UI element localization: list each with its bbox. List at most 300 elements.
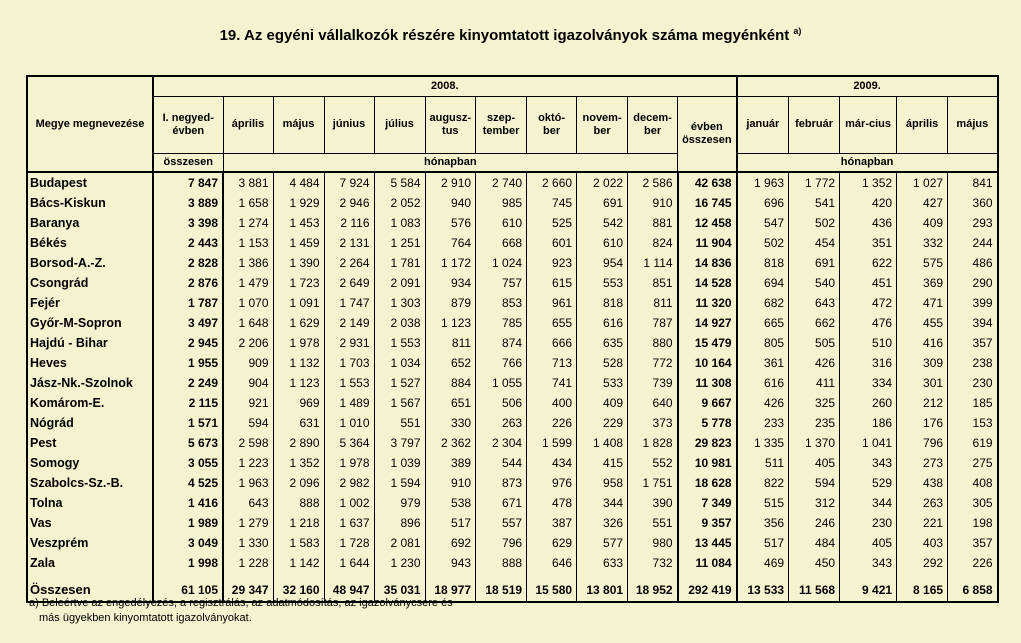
table-cell: 1 955 — [153, 353, 223, 373]
table-cell: 273 — [897, 453, 948, 473]
table-cell: 528 — [577, 353, 628, 373]
table-cell: 629 — [527, 533, 577, 553]
table-row — [27, 533, 998, 553]
table-cell: 1 123 — [273, 373, 324, 393]
county-name: Győr-M-Sopron — [27, 313, 153, 333]
table-cell: 427 — [897, 193, 948, 213]
table-cell: 943 — [425, 553, 476, 573]
table-cell: 757 — [476, 273, 527, 293]
table-cell: 557 — [476, 513, 527, 533]
table-cell: 1 010 — [324, 413, 374, 433]
total-cell: 9 421 — [840, 573, 897, 602]
table-cell: 1 279 — [223, 513, 273, 533]
table-cell: 2 131 — [324, 233, 374, 253]
table-cell: 552 — [628, 453, 678, 473]
table-cell: 1 153 — [223, 233, 273, 253]
table-cell: 2 598 — [223, 433, 273, 453]
table-cell: 910 — [425, 473, 476, 493]
q1-total-header: összesen — [153, 153, 223, 172]
table-cell: 2 264 — [324, 253, 374, 273]
county-name: Komárom-E. — [27, 393, 153, 413]
table-cell: 1 453 — [273, 213, 324, 233]
table-cell: 176 — [897, 413, 948, 433]
table-cell: 1 772 — [789, 172, 840, 193]
total-cell: 13 533 — [737, 573, 789, 602]
table-cell: 230 — [948, 373, 998, 393]
table-row — [27, 293, 998, 313]
table-cell: 226 — [527, 413, 577, 433]
table-cell: 881 — [628, 213, 678, 233]
month-header-2008: novem-ber — [577, 96, 628, 153]
table-cell: 1 303 — [374, 293, 425, 313]
total-cell: 61 105 — [153, 573, 223, 602]
county-name: Jász-Nk.-Szolnok — [27, 373, 153, 393]
table-cell: 529 — [840, 473, 897, 493]
table-cell: 416 — [897, 333, 948, 353]
table-cell: 985 — [476, 193, 527, 213]
table-row — [27, 373, 998, 393]
table-cell: 542 — [577, 213, 628, 233]
table-cell: 1 223 — [223, 453, 273, 473]
table-cell: 1 070 — [223, 293, 273, 313]
table-cell: 2 096 — [273, 473, 324, 493]
table-cell: 2 945 — [153, 333, 223, 353]
table-cell: 553 — [577, 273, 628, 293]
table-cell: 616 — [577, 313, 628, 333]
total-cell: 18 519 — [476, 573, 527, 602]
table-cell: 954 — [577, 253, 628, 273]
monthly-2008-header: hónapban — [223, 153, 678, 172]
table-cell: 14 528 — [678, 273, 737, 293]
table-cell: 610 — [476, 213, 527, 233]
table-cell: 5 673 — [153, 433, 223, 453]
table-row — [27, 493, 998, 513]
table-cell: 1 352 — [273, 453, 324, 473]
table-cell: 14 927 — [678, 313, 737, 333]
table-row — [27, 193, 998, 213]
county-name: Csongrád — [27, 273, 153, 293]
county-name: Vas — [27, 513, 153, 533]
table-cell: 1 703 — [324, 353, 374, 373]
table-cell: 230 — [840, 513, 897, 533]
data-table — [26, 75, 999, 603]
table-cell: 853 — [476, 293, 527, 313]
table-cell: 14 836 — [678, 253, 737, 273]
table-cell: 3 797 — [374, 433, 425, 453]
table-cell: 360 — [948, 193, 998, 213]
table-title — [0, 26, 1021, 44]
table-cell: 226 — [948, 553, 998, 573]
table-cell: 351 — [840, 233, 897, 253]
table-cell: 824 — [628, 233, 678, 253]
table-cell: 1 553 — [324, 373, 374, 393]
table-cell: 502 — [737, 233, 789, 253]
table-cell: 2 660 — [527, 172, 577, 193]
table-cell: 244 — [948, 233, 998, 253]
table-cell: 405 — [840, 533, 897, 553]
table-cell: 979 — [374, 493, 425, 513]
table-cell: 3 881 — [223, 172, 273, 193]
table-cell: 420 — [840, 193, 897, 213]
table-cell: 361 — [737, 353, 789, 373]
table-cell: 2 091 — [374, 273, 425, 293]
table-cell: 2 304 — [476, 433, 527, 453]
table-cell: 510 — [840, 333, 897, 353]
table-cell: 601 — [527, 233, 577, 253]
month-header-2009: január — [737, 96, 789, 153]
year-total-header: évben összesen — [678, 96, 737, 172]
table-cell: 921 — [223, 393, 273, 413]
county-name: Baranya — [27, 213, 153, 233]
table-cell: 517 — [425, 513, 476, 533]
table-cell: 246 — [789, 513, 840, 533]
table-cell: 389 — [425, 453, 476, 473]
table-cell: 694 — [737, 273, 789, 293]
table-cell: 643 — [223, 493, 273, 513]
table-cell: 1 228 — [223, 553, 273, 573]
table-cell: 787 — [628, 313, 678, 333]
table-cell: 502 — [789, 213, 840, 233]
table-cell: 544 — [476, 453, 527, 473]
table-cell: 1 583 — [273, 533, 324, 553]
table-cell: 904 — [223, 373, 273, 393]
table-cell: 764 — [425, 233, 476, 253]
month-header-2009: már-cius — [840, 96, 897, 153]
table-cell: 1 978 — [273, 333, 324, 353]
county-name: Tolna — [27, 493, 153, 513]
table-cell: 399 — [948, 293, 998, 313]
table-cell: 3 398 — [153, 213, 223, 233]
table-cell: 1 416 — [153, 493, 223, 513]
table-cell: 511 — [737, 453, 789, 473]
table-cell: 1 723 — [273, 273, 324, 293]
table-cell: 409 — [897, 213, 948, 233]
table-cell: 1 251 — [374, 233, 425, 253]
table-cell: 390 — [628, 493, 678, 513]
table-row — [27, 273, 998, 293]
table-cell: 896 — [374, 513, 425, 533]
table-cell: 2 982 — [324, 473, 374, 493]
table-cell: 5 364 — [324, 433, 374, 453]
table-cell: 888 — [273, 493, 324, 513]
table-cell: 1 083 — [374, 213, 425, 233]
table-cell: 2 149 — [324, 313, 374, 333]
total-label: Összesen — [27, 573, 153, 602]
table-cell: 1 658 — [223, 193, 273, 213]
table-row — [27, 393, 998, 413]
table-cell: 646 — [527, 553, 577, 573]
total-cell: 32 160 — [273, 573, 324, 602]
table-cell: 1 002 — [324, 493, 374, 513]
footnote-line: a) Beleértve az engedélyezés, a regisztrálás, az adatmódosítás, az igazolványcsere és — [29, 597, 453, 609]
table-row — [27, 253, 998, 273]
total-cell: 292 419 — [678, 573, 737, 602]
table-cell: 471 — [897, 293, 948, 313]
table-cell: 1 479 — [223, 273, 273, 293]
table-cell: 538 — [425, 493, 476, 513]
table-cell: 1 335 — [737, 433, 789, 453]
title-footnote-mark: a) — [793, 26, 802, 36]
table-cell: 7 847 — [153, 172, 223, 193]
table-cell: 1 114 — [628, 253, 678, 273]
county-name: Hajdú - Bihar — [27, 333, 153, 353]
month-header-2009: május — [948, 96, 998, 153]
table-row — [27, 513, 998, 533]
table-cell: 640 — [628, 393, 678, 413]
table-cell: 343 — [840, 453, 897, 473]
table-cell: 910 — [628, 193, 678, 213]
table-cell: 1 998 — [153, 553, 223, 573]
table-cell: 357 — [948, 333, 998, 353]
table-cell: 292 — [897, 553, 948, 573]
total-cell: 15 580 — [527, 573, 577, 602]
table-cell: 1 489 — [324, 393, 374, 413]
month-header-2008: június — [324, 96, 374, 153]
table-cell: 841 — [948, 172, 998, 193]
table-cell: 290 — [948, 273, 998, 293]
table-row — [27, 453, 998, 473]
table-cell: 879 — [425, 293, 476, 313]
total-cell: 11 568 — [789, 573, 840, 602]
county-name: Veszprém — [27, 533, 153, 553]
month-header-2008: decem-ber — [628, 96, 678, 153]
table-cell: 1 963 — [223, 473, 273, 493]
table-cell: 1 978 — [324, 453, 374, 473]
table-cell: 652 — [425, 353, 476, 373]
month-header-2008: augusz-tus — [425, 96, 476, 153]
county-name: Zala — [27, 553, 153, 573]
table-cell: 369 — [897, 273, 948, 293]
table-cell: 450 — [789, 553, 840, 573]
table-cell: 263 — [476, 413, 527, 433]
table-cell: 1 370 — [789, 433, 840, 453]
table-cell: 1 751 — [628, 473, 678, 493]
table-cell: 692 — [425, 533, 476, 553]
table-cell: 1 274 — [223, 213, 273, 233]
table-cell: 1 123 — [425, 313, 476, 333]
table-cell: 594 — [223, 413, 273, 433]
table-cell: 772 — [628, 353, 678, 373]
table-cell: 691 — [789, 253, 840, 273]
table-cell: 525 — [527, 213, 577, 233]
month-header-2008: május — [273, 96, 324, 153]
county-name: Budapest — [27, 172, 153, 193]
table-row — [27, 313, 998, 333]
table-cell: 909 — [223, 353, 273, 373]
table-cell: 851 — [628, 273, 678, 293]
table-cell: 1 034 — [374, 353, 425, 373]
table-row — [27, 433, 998, 453]
table-cell: 934 — [425, 273, 476, 293]
table-cell: 1 787 — [153, 293, 223, 313]
table-cell: 1 041 — [840, 433, 897, 453]
table-cell: 1 929 — [273, 193, 324, 213]
total-cell: 6 858 — [948, 573, 998, 602]
table-cell: 666 — [527, 333, 577, 353]
table-cell: 766 — [476, 353, 527, 373]
table-cell: 1 828 — [628, 433, 678, 453]
table-cell: 263 — [897, 493, 948, 513]
county-name: Borsod-A.-Z. — [27, 253, 153, 273]
total-cell: 8 165 — [897, 573, 948, 602]
year-2009-header: 2009. — [737, 76, 998, 96]
table-cell: 229 — [577, 413, 628, 433]
table-cell: 275 — [948, 453, 998, 473]
table-cell: 1 963 — [737, 172, 789, 193]
month-header-2009: február — [789, 96, 840, 153]
table-cell: 940 — [425, 193, 476, 213]
month-header-2008: július — [374, 96, 425, 153]
table-cell: 29 823 — [678, 433, 737, 453]
table-cell: 1 594 — [374, 473, 425, 493]
table-cell: 411 — [789, 373, 840, 393]
table-cell: 811 — [425, 333, 476, 353]
table-cell: 547 — [737, 213, 789, 233]
table-cell: 682 — [737, 293, 789, 313]
table-cell: 665 — [737, 313, 789, 333]
table-cell: 186 — [840, 413, 897, 433]
table-cell: 16 745 — [678, 193, 737, 213]
table-cell: 1 330 — [223, 533, 273, 553]
table-cell: 515 — [737, 493, 789, 513]
table-cell: 7 349 — [678, 493, 737, 513]
table-cell: 1 218 — [273, 513, 324, 533]
table-cell: 610 — [577, 233, 628, 253]
table-cell: 1 644 — [324, 553, 374, 573]
table-cell: 1 055 — [476, 373, 527, 393]
table-cell: 818 — [737, 253, 789, 273]
table-cell: 958 — [577, 473, 628, 493]
table-cell: 969 — [273, 393, 324, 413]
table-cell: 1 352 — [840, 172, 897, 193]
table-cell: 874 — [476, 333, 527, 353]
table-cell: 1 024 — [476, 253, 527, 273]
table-cell: 12 458 — [678, 213, 737, 233]
table-cell: 880 — [628, 333, 678, 353]
county-name: Fejér — [27, 293, 153, 313]
table-cell: 11 320 — [678, 293, 737, 313]
title-text: 19. Az egyéni vállalkozók részére kinyomtatott igazolványok száma megyénként — [219, 27, 790, 44]
table-cell: 2 115 — [153, 393, 223, 413]
table-cell: 10 981 — [678, 453, 737, 473]
table-cell: 373 — [628, 413, 678, 433]
month-header-2008: április — [223, 96, 273, 153]
table-row — [27, 213, 998, 233]
month-header-2008: októ-ber — [527, 96, 577, 153]
total-cell: 13 801 — [577, 573, 628, 602]
county-name: Somogy — [27, 453, 153, 473]
table-cell: 505 — [789, 333, 840, 353]
table-cell: 212 — [897, 393, 948, 413]
q1-header: I. negyed-évben — [153, 96, 223, 153]
table-row — [27, 413, 998, 433]
table-cell: 316 — [840, 353, 897, 373]
table-row — [27, 172, 998, 193]
table-cell: 185 — [948, 393, 998, 413]
table-cell: 2 052 — [374, 193, 425, 213]
table-cell: 668 — [476, 233, 527, 253]
table-cell: 1 230 — [374, 553, 425, 573]
table-cell: 533 — [577, 373, 628, 393]
table-cell: 2 931 — [324, 333, 374, 353]
table-cell: 551 — [374, 413, 425, 433]
table-cell: 541 — [789, 193, 840, 213]
table-cell: 1 172 — [425, 253, 476, 273]
table-cell: 577 — [577, 533, 628, 553]
table-cell: 455 — [897, 313, 948, 333]
table-cell: 1 132 — [273, 353, 324, 373]
table-cell: 293 — [948, 213, 998, 233]
table-cell: 822 — [737, 473, 789, 493]
table-cell: 403 — [897, 533, 948, 553]
footnote-line: más ügyekben kinyomtatott igazolványokat. — [39, 612, 252, 624]
table-cell: 436 — [840, 213, 897, 233]
monthly-2009-header: hónapban — [737, 153, 998, 172]
total-cell: 48 947 — [324, 573, 374, 602]
table-cell: 438 — [897, 473, 948, 493]
table-cell: 221 — [897, 513, 948, 533]
table-cell: 671 — [476, 493, 527, 513]
month-header-2009: április — [897, 96, 948, 153]
table-cell: 330 — [425, 413, 476, 433]
table-cell: 643 — [789, 293, 840, 313]
table-cell: 312 — [789, 493, 840, 513]
county-name: Heves — [27, 353, 153, 373]
table-cell: 301 — [897, 373, 948, 393]
table-cell: 1 599 — [527, 433, 577, 453]
table-cell: 1 142 — [273, 553, 324, 573]
table-cell: 2 910 — [425, 172, 476, 193]
county-name: Pest — [27, 433, 153, 453]
table-cell: 4 525 — [153, 473, 223, 493]
month-header-2008: szep-tember — [476, 96, 527, 153]
table-cell: 2 206 — [223, 333, 273, 353]
table-cell: 343 — [840, 553, 897, 573]
table-cell: 2 828 — [153, 253, 223, 273]
table-cell: 1 781 — [374, 253, 425, 273]
table-cell: 3 889 — [153, 193, 223, 213]
county-name: Szabolcs-Sz.-B. — [27, 473, 153, 493]
table-cell: 1 567 — [374, 393, 425, 413]
table-cell: 451 — [840, 273, 897, 293]
table-cell: 472 — [840, 293, 897, 313]
table-cell: 631 — [273, 413, 324, 433]
table-cell: 2 022 — [577, 172, 628, 193]
table-cell: 344 — [577, 493, 628, 513]
table-cell: 1 747 — [324, 293, 374, 313]
table-cell: 615 — [527, 273, 577, 293]
table-cell: 11 308 — [678, 373, 737, 393]
table-cell: 3 497 — [153, 313, 223, 333]
table-cell: 426 — [789, 353, 840, 373]
total-cell: 18 977 — [425, 573, 476, 602]
table-cell: 818 — [577, 293, 628, 313]
table-row — [27, 353, 998, 373]
table-cell: 3 049 — [153, 533, 223, 553]
table-cell: 484 — [789, 533, 840, 553]
table-cell: 2 362 — [425, 433, 476, 453]
table-cell: 506 — [476, 393, 527, 413]
table-cell: 434 — [527, 453, 577, 473]
table-cell: 5 778 — [678, 413, 737, 433]
county-name: Békés — [27, 233, 153, 253]
table-cell: 344 — [840, 493, 897, 513]
table-cell: 486 — [948, 253, 998, 273]
table-cell: 1 027 — [897, 172, 948, 193]
table-cell: 332 — [897, 233, 948, 253]
table-cell: 9 667 — [678, 393, 737, 413]
table-cell: 394 — [948, 313, 998, 333]
